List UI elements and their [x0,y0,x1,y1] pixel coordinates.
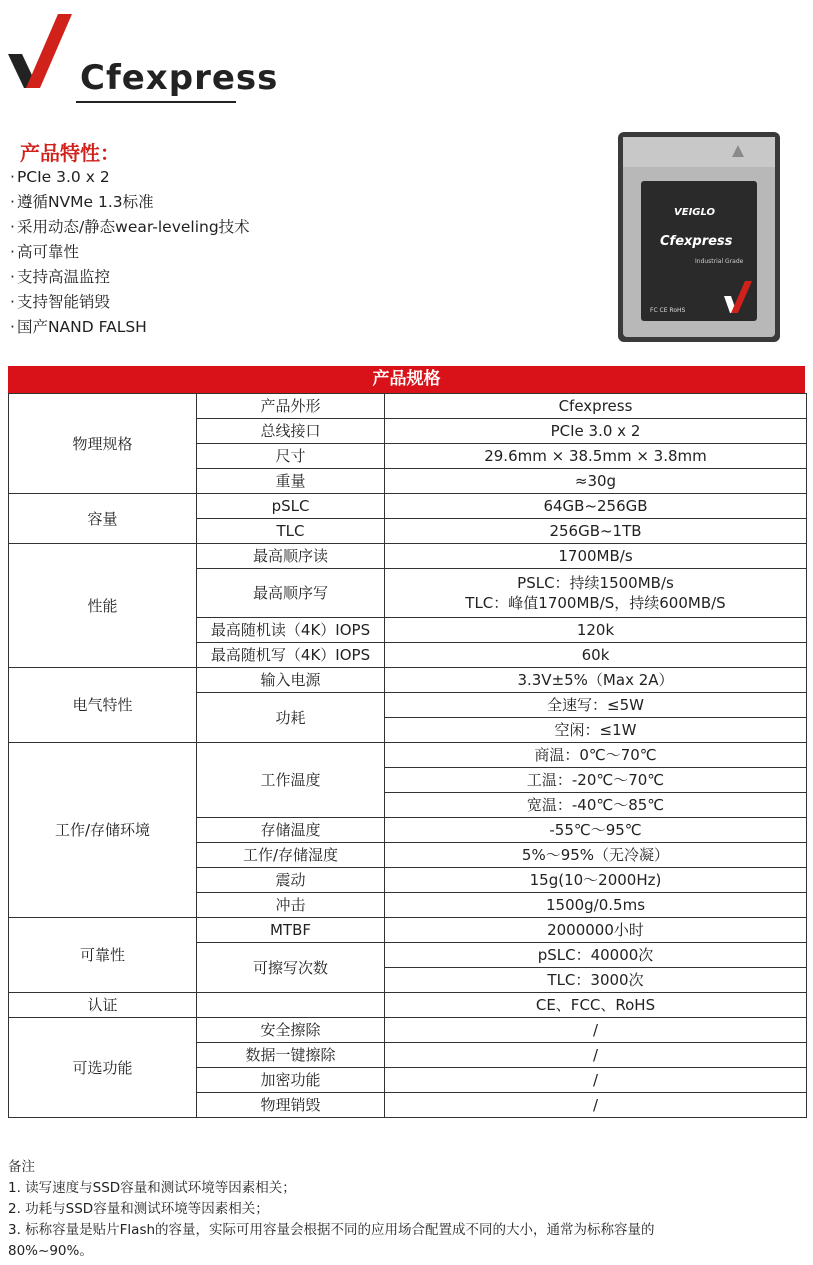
param-name: 最高顺序读 [197,544,385,569]
v-logo-icon [8,14,78,94]
table-row [9,394,807,419]
notes-title: 备注 [8,1159,35,1175]
notes-section [8,1157,808,1262]
group-label: 容量 [9,494,197,544]
param-value: PCIe 3.0 x 2 [385,419,807,444]
param-value: / [385,1093,807,1118]
group-label: 认证 [9,993,197,1018]
note-item: 1. 读写速度与SSD容量和测试环境等因素相关； [8,1180,296,1196]
param-value: 64GB~256GB [385,494,807,519]
param-name: 最高随机写（4K）IOPS [197,643,385,668]
card-marks-text: FC CE RoHS [650,307,686,314]
brand-logo [8,14,279,98]
param-name: 输入电源 [197,668,385,693]
param-name: 产品外形 [197,394,385,419]
param-name: pSLC [197,494,385,519]
param-name: 物理销毁 [197,1093,385,1118]
feature-item: · 高可靠性 [10,240,250,265]
card-name-text: Cfexpress [660,234,733,249]
param-name: 功耗 [197,693,385,743]
param-name: 重量 [197,469,385,494]
param-name: 加密功能 [197,1068,385,1093]
param-value: 5%～95%（无冷凝） [385,843,807,868]
param-name: 工作温度 [197,743,385,818]
spec-table-title: 产品规格 [8,366,805,393]
param-value: 工温：-20℃～70℃ [385,768,807,793]
param-value: 3.3V±5%（Max 2A） [385,668,807,693]
param-value: pSLC：40000次 [385,943,807,968]
card-brand-text: VEIGLO [674,207,716,218]
table-row [9,918,807,943]
param-name: 存储温度 [197,818,385,843]
table-row [9,494,807,519]
feature-item: · 采用动态/静态wear-leveling技术 [10,215,250,240]
table-row [9,668,807,693]
param-name: 最高随机读（4K）IOPS [197,618,385,643]
param-value: 商温：0℃～70℃ [385,743,807,768]
param-value: 15g(10～2000Hz) [385,868,807,893]
group-label: 可靠性 [9,918,197,993]
param-name: TLC [197,519,385,544]
note-item: 80%~90%。 [8,1243,93,1259]
feature-item: · 支持智能销毁 [10,290,250,315]
param-value: Cfexpress [385,394,807,419]
param-name: 安全擦除 [197,1018,385,1043]
group-label: 工作/存储环境 [9,743,197,918]
param-name: MTBF [197,918,385,943]
product-card-image [617,131,781,343]
logo-text: Cfexpress [80,58,279,98]
param-value: 256GB~1TB [385,519,807,544]
table-row [9,1018,807,1043]
param-value: 120k [385,618,807,643]
param-value-line: TLC：峰值1700MB/S，持续600MB/S [465,594,726,612]
note-item: 3. 标称容量是贴片Flash的容量，实际可用容量会根据不同的应用场合配置成不同的大小，通常为标称容量的 [8,1222,655,1238]
group-label: 电气特性 [9,668,197,743]
param-value: TLC：3000次 [385,968,807,993]
param-value: / [385,1043,807,1068]
logo-underline [76,101,236,103]
table-row [9,743,807,768]
param-value: 29.6mm × 38.5mm × 3.8mm [385,444,807,469]
card-grade-text: Industrial Grade [695,258,744,265]
param-name-empty [197,993,385,1018]
feature-item: · 支持高温监控 [10,265,250,290]
param-value: 全速写：≤5W [385,693,807,718]
param-value: 2000000小时 [385,918,807,943]
param-value-multiline [385,569,807,618]
param-value: -55℃～95℃ [385,818,807,843]
param-name: 震动 [197,868,385,893]
feature-item: · PCIe 3.0 x 2 [10,165,250,190]
feature-item: · 遵循NVMe 1.3标准 [10,190,250,215]
param-name: 工作/存储湿度 [197,843,385,868]
param-name: 尺寸 [197,444,385,469]
spec-table [8,393,807,1118]
param-value-line: PSLC：持续1500MB/s [517,574,674,592]
param-value: 空闲：≤1W [385,718,807,743]
group-label: 物理规格 [9,394,197,494]
features-title: 产品特性： [20,141,120,165]
note-item: 2. 功耗与SSD容量和测试环境等因素相关； [8,1201,269,1217]
param-value: 1700MB/s [385,544,807,569]
param-value: / [385,1068,807,1093]
param-name: 总线接口 [197,419,385,444]
param-value: 宽温：-40℃～85℃ [385,793,807,818]
table-row [9,993,807,1018]
param-value: ≈30g [385,469,807,494]
param-value: 1500g/0.5ms [385,893,807,918]
param-value: CE、FCC、RoHS [385,993,807,1018]
param-name: 可擦写次数 [197,943,385,993]
features-list [10,165,250,340]
feature-item: · 国产NAND FALSH [10,315,250,340]
param-name: 冲击 [197,893,385,918]
group-label: 性能 [9,544,197,668]
param-value: 60k [385,643,807,668]
param-name: 数据一键擦除 [197,1043,385,1068]
param-value: / [385,1018,807,1043]
table-row [9,544,807,569]
param-name: 最高顺序写 [197,569,385,618]
group-label: 可选功能 [9,1018,197,1118]
